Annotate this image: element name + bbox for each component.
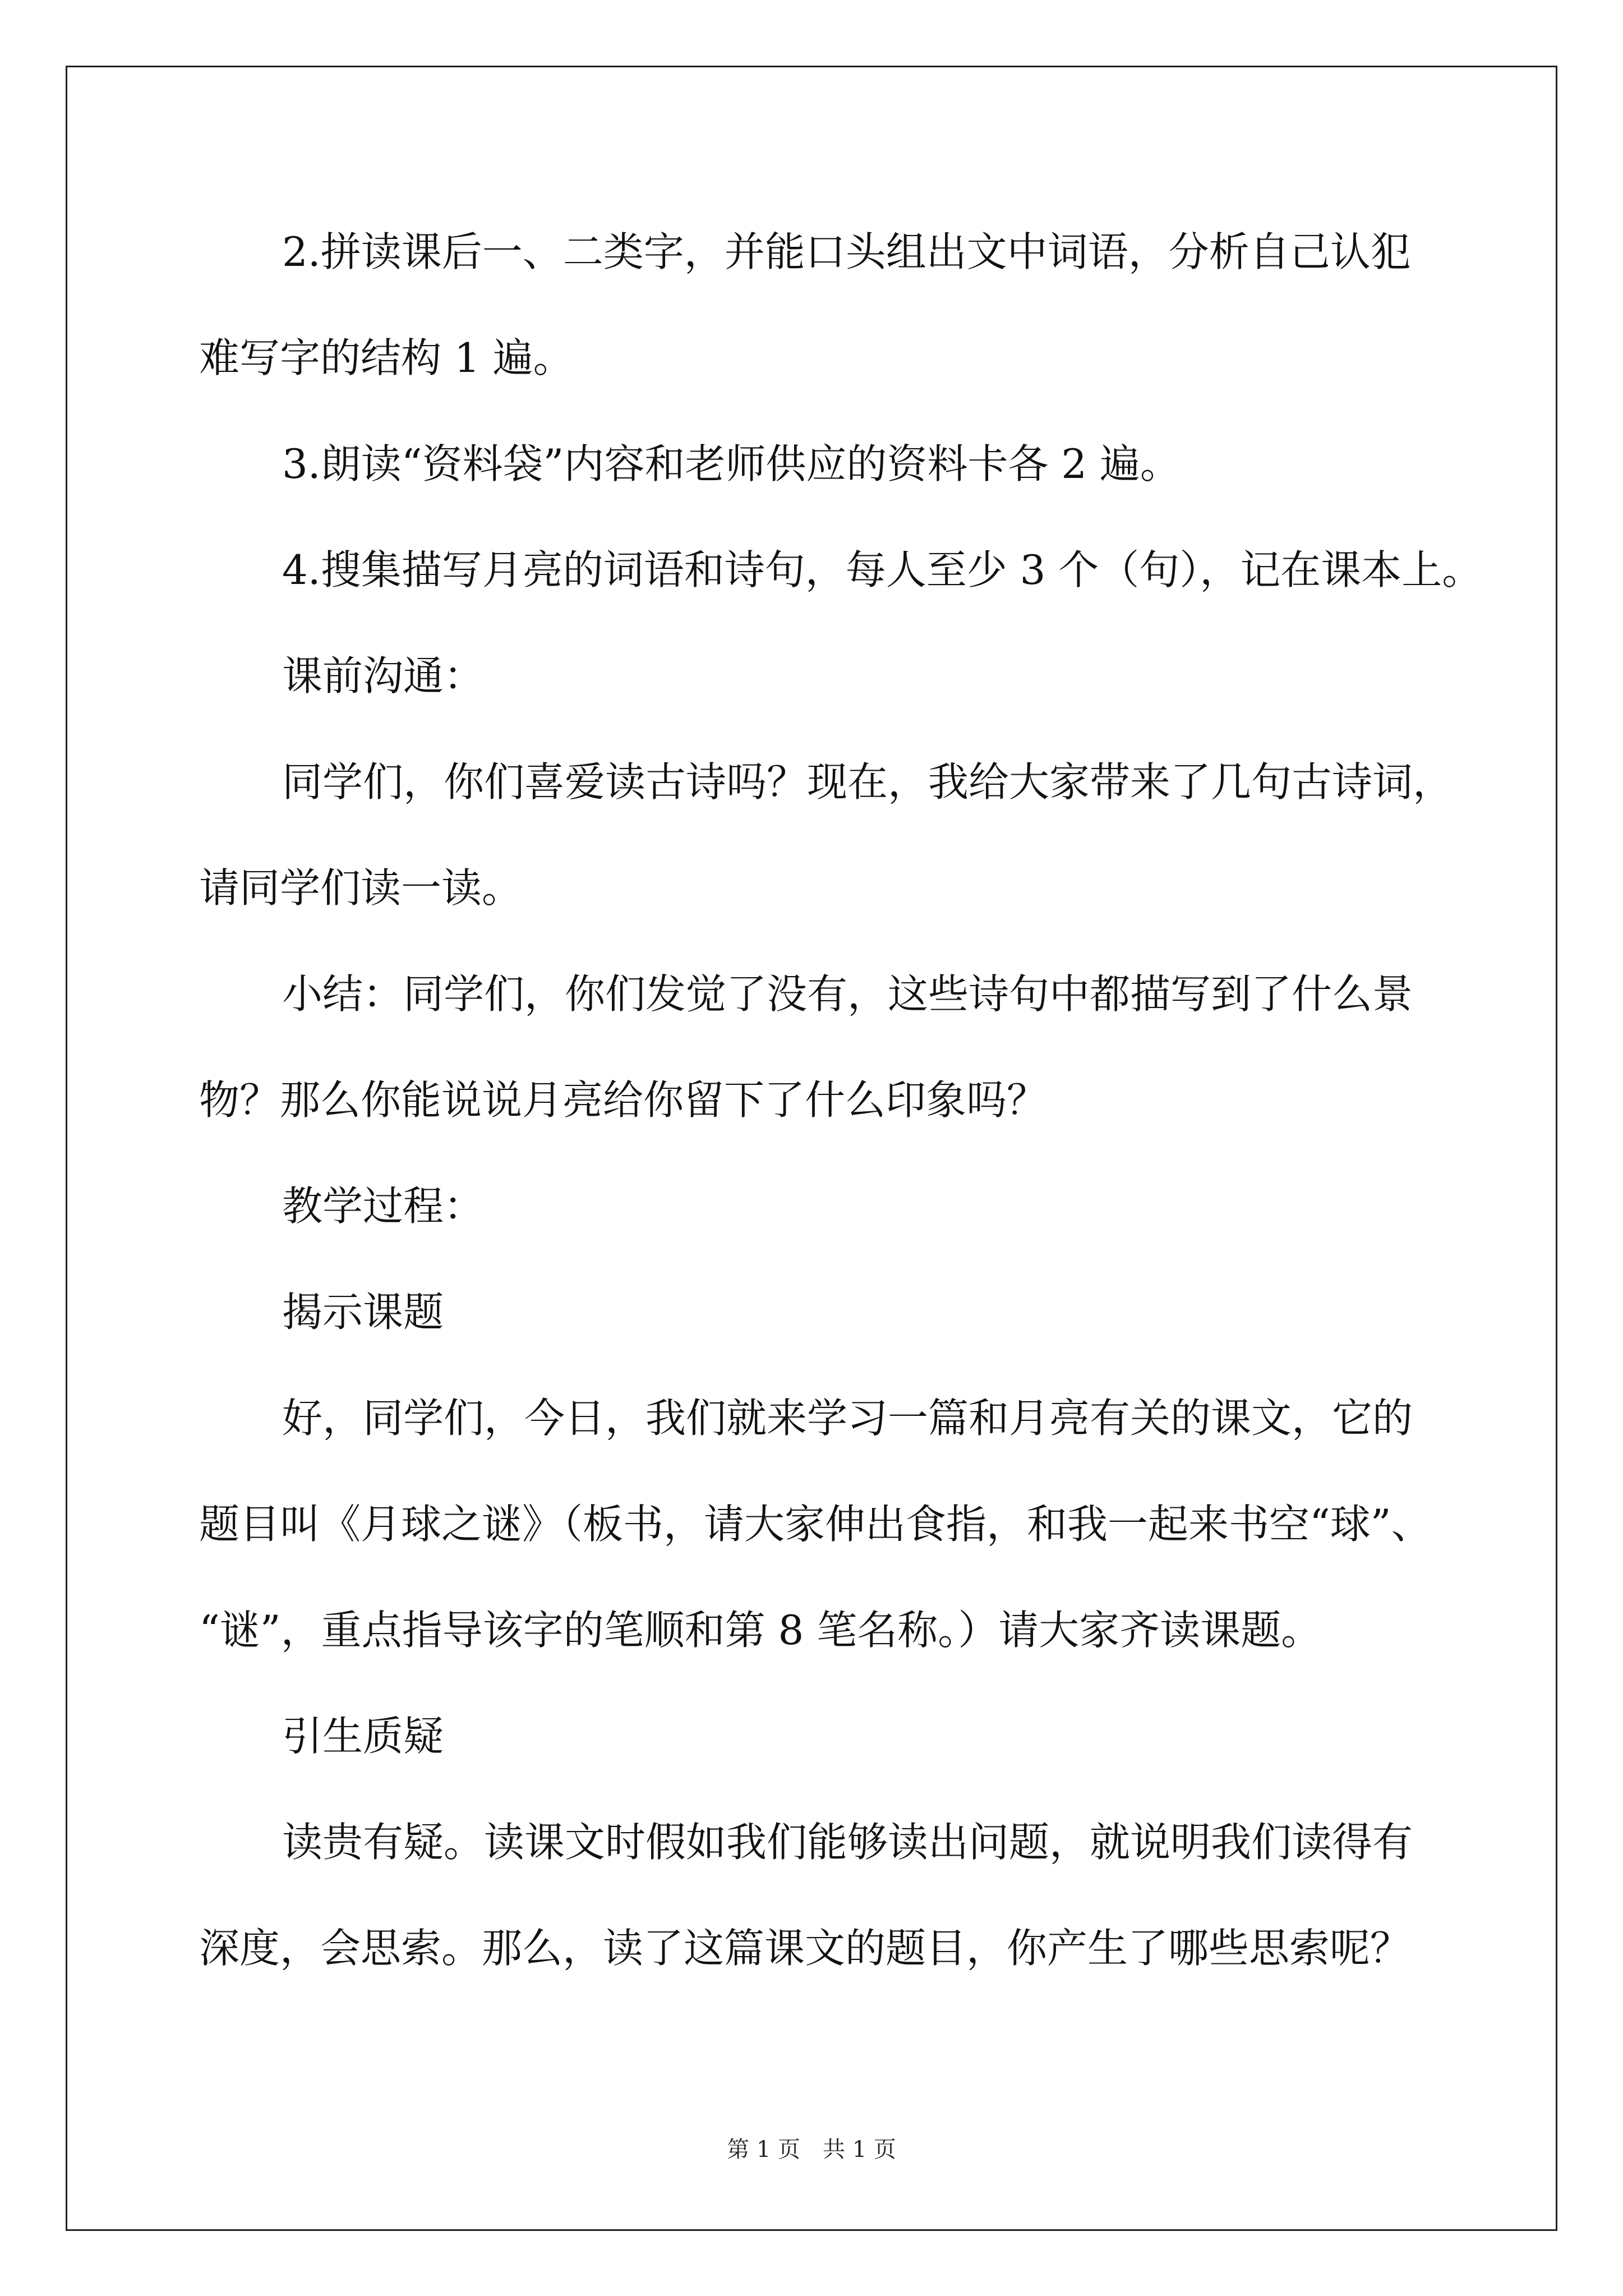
section-heading: 引生质疑: [282, 1713, 444, 1760]
paragraph-line: 物？那么你能说说月亮给你留下了什么印象吗？: [199, 1076, 1048, 1124]
paragraph-line: 2.拼读课后一、二类字，并能口头组出文中词语，分析自己认犯: [282, 228, 1411, 275]
page-number-footer: 第 1 页 共 1 页: [727, 2137, 896, 2162]
paragraph-line: “谜”，重点指导该字的笔顺和第 8 笔名称。）请大家齐读课题。: [199, 1607, 1322, 1654]
paragraph-line: 深度，会思索。那么，读了这篇课文的题目，你产生了哪些思索呢？: [199, 1925, 1411, 1972]
section-heading: 课前沟通：: [282, 652, 485, 700]
section-heading: 教学过程：: [282, 1182, 485, 1230]
paragraph-line: 请同学们读一读。: [199, 864, 523, 912]
page-border: [66, 66, 1557, 2231]
section-heading: 揭示课题: [282, 1289, 444, 1336]
paragraph-line: 读贵有疑。读课文时假如我们能够读出问题，就说明我们读得有: [282, 1819, 1413, 1866]
paragraph-line: 好，同学们，今日，我们就来学习一篇和月亮有关的课文，它的: [282, 1395, 1413, 1442]
paragraph-line: 4.搜集描写月亮的词语和诗句，每人至少 3 个（句），记在课本上。: [282, 546, 1483, 593]
paragraph-line: 难写字的结构 1 遍。: [199, 334, 574, 381]
paragraph-line: 题目叫《月球之谜》（板书，请大家伸出食指，和我一起来书空“球”、: [199, 1501, 1432, 1548]
paragraph-line: 同学们，你们喜爱读古诗吗？现在，我给大家带来了几句古诗词，: [282, 758, 1454, 806]
paragraph-line: 3.朗读“资料袋”内容和老师供应的资料卡各 2 遍。: [282, 440, 1181, 487]
paragraph-line: 小结：同学们，你们发觉了没有，这些诗句中都描写到了什么景: [282, 970, 1413, 1018]
